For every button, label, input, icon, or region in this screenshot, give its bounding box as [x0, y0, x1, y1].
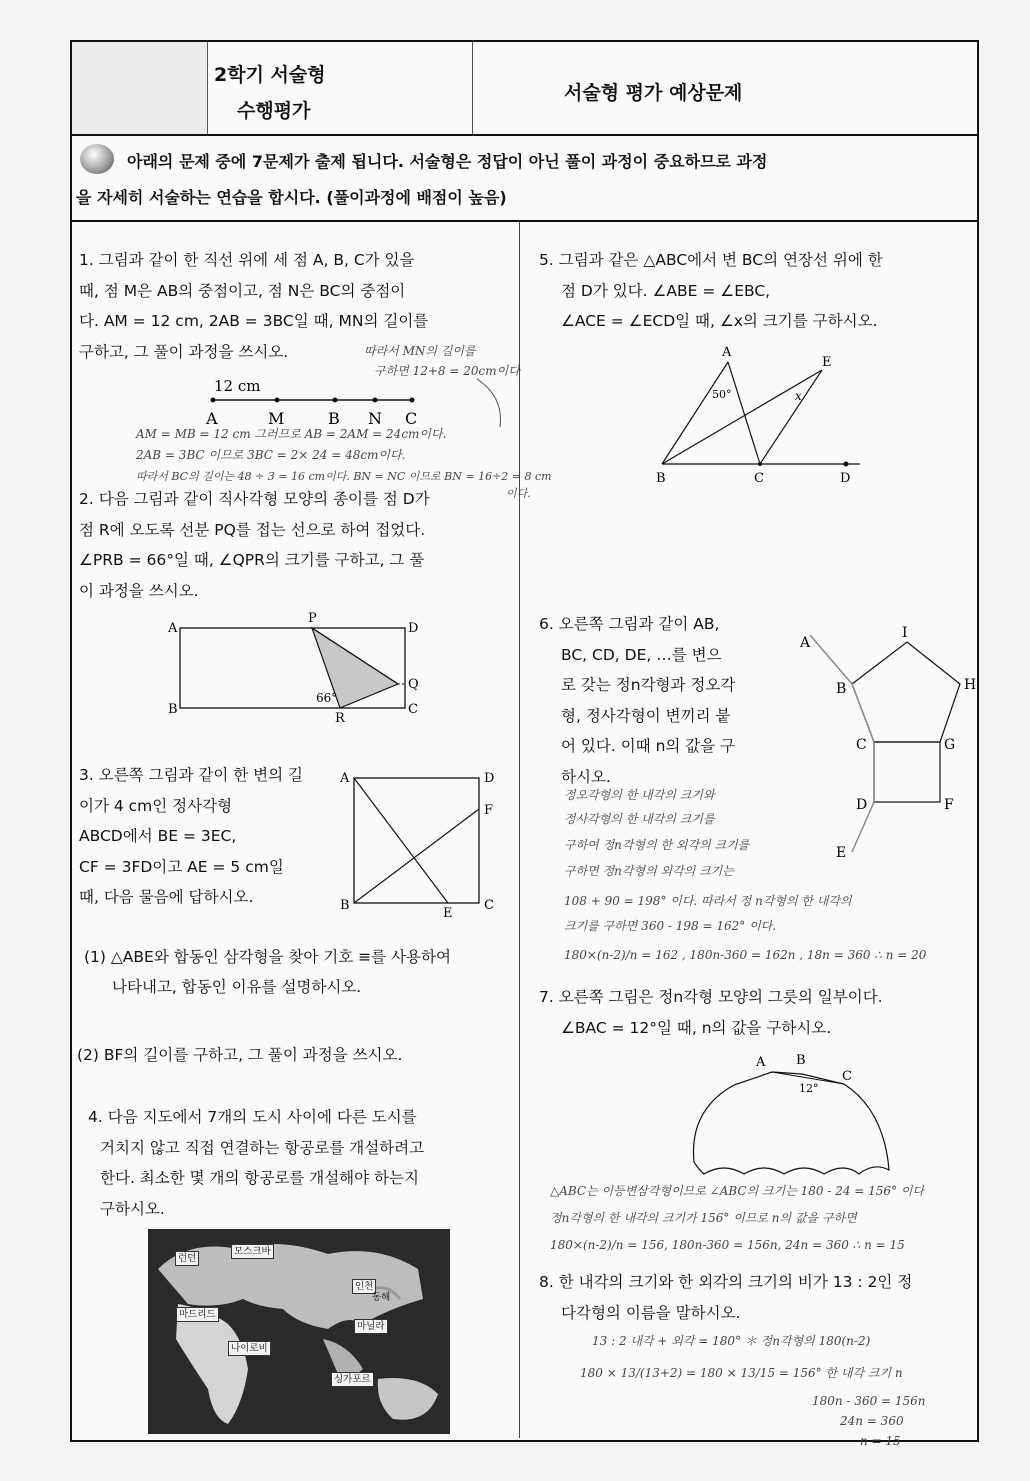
- q5-label-C: C: [754, 471, 764, 486]
- q6-label-I: I: [902, 625, 908, 641]
- q6-handwriting-2: 정사각형의 한 내각의 크기를: [564, 812, 715, 826]
- q6-handwriting-1: 정오각형의 한 내각의 크기와: [564, 788, 715, 802]
- q1-point-C: C: [405, 409, 418, 428]
- q6-label-F: F: [944, 797, 954, 813]
- q3-sub2: (2) BF의 길이를 구하고, 그 풀이 과정을 쓰시오.: [77, 1046, 403, 1064]
- q2-label-D: D: [408, 621, 419, 636]
- q5-label-A: A: [722, 345, 732, 360]
- q3-label-F: F: [484, 803, 494, 818]
- q8-handwriting-2: 180 × 13/(13+2) = 180 × 13/15 = 156° 한 내각 크기 n: [580, 1366, 903, 1380]
- city-manila: 마닐라: [354, 1319, 388, 1334]
- worksheet: [70, 40, 979, 1448]
- q3-text: 3. 오른쪽 그림과 같이 한 변의 길 이가 4 cm인 정사각형 ABCD에서 BE = 3EC, CF = 3FD이고 AE = 5 cm일 때, 다음 물음에 답하시오.: [79, 766, 304, 906]
- header-title-right: 서술형 평가 예상문제: [564, 82, 743, 104]
- q1-handwriting-6: 이다.: [506, 487, 531, 500]
- q6-label-E: E: [836, 845, 847, 861]
- q6-handwriting-4: 구하면 정n각형의 외각의 크기는: [564, 864, 734, 878]
- header-title-line2: 수행평가: [237, 100, 311, 122]
- q7-bowl-diagram: [684, 1050, 894, 1185]
- q1-point-A: A: [206, 409, 218, 428]
- q5-triangle-diagram: [642, 342, 882, 492]
- q1-handwriting-5: 따라서 BC의 길이는 48 ÷ 3 = 16 cm이다. BN = NC 이므로 BN = 16÷2 = 8 cm: [136, 470, 552, 483]
- q3-label-E: E: [443, 906, 453, 921]
- q6-label-G: G: [944, 737, 956, 753]
- q1-handwriting-2: 구하면 12+8 = 20cm이다: [374, 364, 520, 378]
- notice-box: [72, 136, 977, 222]
- q8-handwriting-4: 24n = 360: [840, 1414, 904, 1428]
- q2-folding-diagram: [160, 610, 430, 730]
- q8-handwriting-1: 13 : 2 내각 + 외각 = 180° ＊ 정n각형의 180(n-2): [592, 1334, 871, 1348]
- q2-text: 2. 다음 그림과 같이 직사각형 모양의 종이를 점 D가 점 R에 오도록 선분 PQ를 접는 선으로 하여 접었다. ∠PRB = 66°일 때, ∠QPR의 크기를 구하고, 그 풀 이 과정을 쓰시오.: [79, 490, 430, 600]
- q1-handwriting-3: AM = MB = 12 cm 그러므로 AB = 2AM = 24cm이다.: [136, 427, 447, 441]
- q8-text: 8. 한 내각의 크기와 한 외각의 크기의 비가 13 : 2인 정 다각형의 이름을 말하시오.: [539, 1273, 913, 1322]
- q6-handwriting-6: 크기를 구하면 360 - 198 = 162° 이다.: [564, 919, 777, 933]
- q1-handwriting-4: 2AB = 3BC 이므로 3BC = 2× 24 = 48cm이다.: [136, 448, 406, 462]
- q6-text: 6. 오른쪽 그림과 같이 AB, BC, CD, DE, …를 변으 로 갖는 정n각형과 정오각 형, 정사각형이 변끼리 붙 어 있다. 이때 n의 값을 구 하시오.: [539, 615, 736, 786]
- q1-text: 1. 그림과 같이 한 직선 위에 세 점 A, B, C가 있을 때, 점 M은 AB의 중점이고, 점 N은 BC의 중점이 다. AM = 12 cm, 2AB = 3BC일 때, MN의 길이를 구하고, 그 풀이 과정을 쓰시오.: [79, 251, 429, 361]
- q7-handwriting-2: 정n각형의 한 내각의 크기가 156° 이므로 n의 값을 구하면: [550, 1211, 857, 1225]
- q2-label-B: B: [168, 702, 178, 717]
- city-madrid: 마드리드: [176, 1307, 219, 1322]
- q5-text: 5. 그림과 같은 △ABC에서 변 BC의 연장선 위에 한 점 D가 있다. ∠ABE = ∠EBC, ∠ACE = ∠ECD일 때, ∠x의 크기를 구하시오.: [539, 251, 883, 330]
- q6-polygon-diagram: [792, 617, 977, 872]
- notice-line1: 아래의 문제 중에 7문제가 출제 됩니다. 서술형은 정답이 아닌 풀이 과정이 중요하므로 과정: [127, 152, 768, 171]
- q2-label-P: P: [308, 611, 317, 626]
- q3-label-D: D: [484, 771, 495, 786]
- q1-point-B: B: [328, 409, 340, 428]
- q7-handwriting-3: 180×(n-2)/n = 156, 180n-360 = 156n, 24n = 360 ∴ n = 15: [550, 1238, 905, 1252]
- q6-handwriting-5: 108 + 90 = 198° 이다. 따라서 정 n각형의 한 내각의: [564, 894, 852, 908]
- q7-label-B: B: [796, 1053, 806, 1068]
- q8-handwriting-3: 180n - 360 = 156n: [812, 1394, 926, 1408]
- q2-label-A: A: [168, 621, 178, 636]
- q2-label-R: R: [335, 711, 345, 726]
- q5-label-B: B: [656, 471, 666, 486]
- header: [72, 42, 977, 136]
- globe-icon: [80, 144, 114, 174]
- q2-angle-label: 66°: [316, 691, 338, 705]
- city-london: 런던: [175, 1251, 199, 1266]
- q7-angle-label: 12°: [799, 1082, 819, 1095]
- q3-label-C: C: [484, 898, 494, 913]
- q2-label-Q: Q: [408, 677, 419, 692]
- world-map: [148, 1229, 450, 1434]
- q2-label-C: C: [408, 702, 418, 717]
- q5-angle-x: x: [795, 389, 802, 403]
- q6-label-B: B: [836, 681, 847, 697]
- q5-label-D: D: [840, 471, 851, 486]
- q1-segment-label: 12 cm: [214, 377, 261, 395]
- q6-handwriting-7: 180×(n-2)/n = 162 , 180n-360 = 162n , 18n = 360 ∴ n = 20: [564, 948, 927, 962]
- city-singapore: 싱가포르: [331, 1372, 374, 1387]
- q1-handwriting-1: 따라서 MN의 길이를: [364, 344, 476, 358]
- q7-handwriting-1: △ABC는 이등변삼각형이므로 ∠ABC의 크기는 180 - 24 = 156° 이다: [550, 1184, 925, 1198]
- q1-point-M: M: [268, 409, 285, 428]
- city-incheon: 인천: [352, 1279, 376, 1294]
- city-moscow: 모스크바: [231, 1244, 274, 1259]
- q3-square-diagram: [334, 764, 504, 924]
- q7-label-C: C: [842, 1069, 852, 1084]
- column-divider: [519, 222, 520, 1438]
- q6-label-H: H: [964, 677, 977, 693]
- q7-label-A: A: [756, 1055, 766, 1070]
- sea-east: 동해: [372, 1292, 391, 1303]
- notice-line2: 을 자세히 서술하는 연습을 합시다. (풀이과정에 배점이 높음): [76, 188, 507, 207]
- q5-angle-A: 50°: [712, 388, 732, 401]
- q1-point-N: N: [368, 409, 382, 428]
- header-blank-cell: [72, 42, 208, 134]
- q6-label-A: A: [800, 635, 811, 651]
- q4-text: 4. 다음 지도에서 7개의 도시 사이에 다른 도시를 거치지 않고 직접 연결하는 항공로를 개설하려고 한다. 최소한 몇 개의 항공로를 개설해야 하는지 구하시오.: [88, 1108, 425, 1218]
- q7-text: 7. 오른쪽 그림은 정n각형 모양의 그릇의 일부이다. ∠BAC = 12°일 때, n의 값을 구하시오.: [539, 988, 883, 1037]
- city-nairobi: 나이로비: [228, 1341, 271, 1356]
- header-title-line1: 2학기 서술형: [214, 64, 326, 86]
- q3-label-A: A: [340, 771, 350, 786]
- q6-label-C: C: [856, 737, 867, 753]
- q8-handwriting-5: n = 15: [860, 1434, 901, 1448]
- q3-sub1-line2: 나타내고, 합동인 이유를 설명하시오.: [112, 978, 362, 996]
- q3-sub1-line1: (1) △ABE와 합동인 삼각형을 찾아 기호 ≡를 사용하여: [84, 948, 451, 966]
- q3-label-B: B: [340, 898, 350, 913]
- q6-label-D: D: [856, 797, 868, 813]
- q5-label-E: E: [822, 355, 832, 370]
- q6-handwriting-3: 구하여 정n각형의 한 외각의 크기를: [564, 838, 750, 852]
